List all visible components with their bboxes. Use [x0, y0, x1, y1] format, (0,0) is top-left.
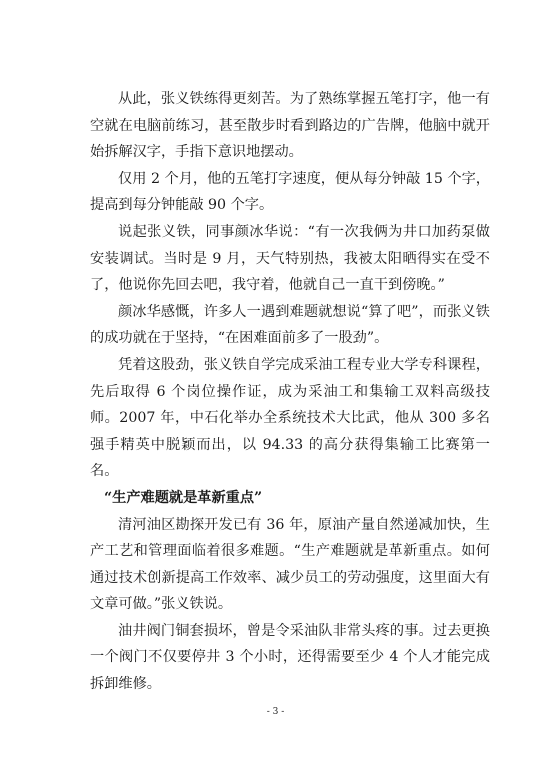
paragraph-valve-problem: 油井阀门铜套损坏，曾是令采油队非常头疼的事。过去更换一个阀门不仅要停井 3 个小时，还得需要至少 4 个人才能完成拆卸维修。: [90, 622, 490, 693]
paragraph-colleague-quote: 说起张义铁，同事颜冰华说：“有一次我俩为井口加药泵做安装调试。当时是 9 月，天气特别热，我被太阳晒得实在受不了，他说你先回去吧，我守着，他就自己一直干到傍晚。”: [90, 223, 490, 294]
paragraph-persistence: 颜冰华感慨，许多人一遇到难题就想说“算了吧”，而张义铁的成功就在于坚持，“在困难面前多了一股劲”。: [90, 303, 490, 347]
paragraph-achievements: 凭着这股劲，张义铁自学完成采油工程专业大学专科课程，先后取得 6 个岗位操作证，成为采油工和集输工双料高级技师。2007 年，中石化举办全系统技术大比武，他从 300 多名强手精英中脱颖而出，以 94.33 的高分获得集输工比赛第一名。: [90, 356, 490, 480]
section-heading: “生产难题就是革新重点”: [104, 489, 263, 506]
page-number: - 3 -: [266, 707, 285, 717]
paragraph-production-challenges: 清河油区勘探开发已有 36 年，原油产量自然递减加快，生产工艺和管理面临着很多难题。“生产难题就是革新重点。如何通过技术创新提高工作效率、减少员工的劳动强度，这里面大有文章可做。”张义铁说。: [90, 516, 490, 613]
paragraph-practice: 从此，张义铁练得更刻苦。为了熟练掌握五笔打字，他一有空就在电脑前练习，甚至散步时看到路边的广告牌，他脑中就开始拆解汉字，手指下意识地摆动。: [90, 91, 490, 161]
paragraph-typing-speed: 仅用 2 个月，他的五笔打字速度，便从每分钟敲 15 个字，提高到每分钟能敲 90 个字。: [90, 170, 490, 214]
article-body: [90, 86, 490, 698]
